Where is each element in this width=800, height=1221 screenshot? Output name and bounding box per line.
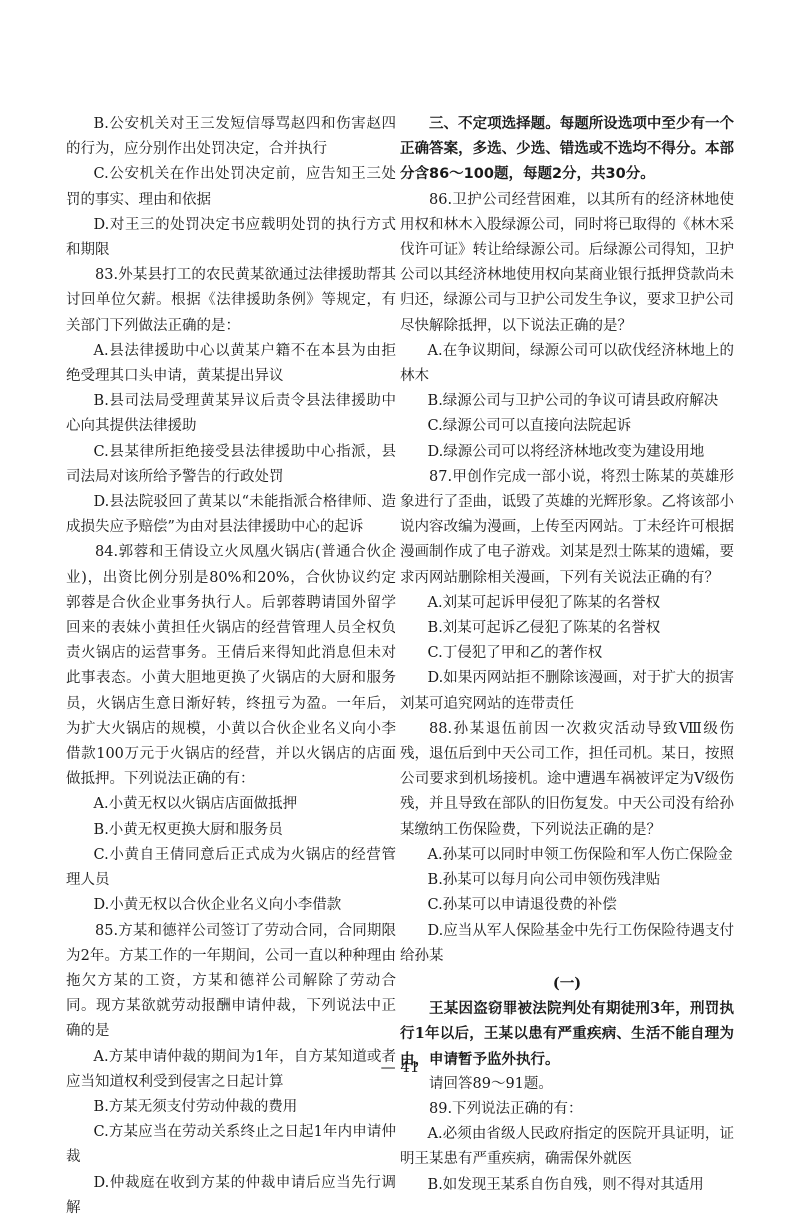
answer-option: D.应当从军人保险基金中先行工伤保险待遇支付给孙某 bbox=[400, 922, 734, 964]
answer-option: C.丁侵犯了甲和乙的著作权 bbox=[427, 645, 603, 662]
answer-option: B.县司法局受理黄某异议后责令县法律援助中心向其提供法律援助 bbox=[66, 393, 396, 435]
answer-option: A.必须由省级人民政府指定的医院开具证明，证明王某患有严重疾病，确需保外就医 bbox=[400, 1126, 734, 1168]
answer-option: A.小黄无权以火锅店店面做抵押 bbox=[93, 796, 298, 813]
answer-option: C.绿源公司可以直接向法院起诉 bbox=[427, 418, 632, 435]
answer-option: D.仲裁庭在收到方某的仲裁申请后应当先行调解 bbox=[66, 1174, 396, 1216]
answer-option: A.孙某可以同时申领工伤保险和军人伤亡保险金 bbox=[427, 846, 733, 863]
answer-option: C.孙某可以申请退役费的补偿 bbox=[427, 897, 617, 914]
right-column bbox=[400, 112, 734, 1198]
case-text: 王某因盗窃罪被法院判处有期徒刑3年，刑罚执行1年以后，王某以患有严重疾病、生活不能自理为由，申请暂予监外执行。 bbox=[400, 1000, 734, 1068]
answer-option: B.如发现王某系自伤自残，则不得对其适用 bbox=[427, 1176, 704, 1193]
question-text: 85.方某和德祥公司签订了劳动合同，合同期限为2年。方某工作的一年期间，公司一直以种种理由拖欠方某的工资，方某和德祥公司解除了劳动合同。现方某欲就劳动报酬申请仲裁，下列说法中正确的是 bbox=[66, 922, 396, 1040]
answer-option: C.小黄自王倩同意后正式成为火锅店的经营管理人员 bbox=[66, 846, 396, 889]
answer-option: A.县法律援助中心以黄某户籍不在本县为由拒绝受理其口头申请，黄某提出异议 bbox=[66, 342, 396, 385]
answer-option: D.如果丙网站拒不删除该漫画，对于扩大的损害刘某可追究网站的连带责任 bbox=[400, 670, 734, 712]
question-text: 89.下列说法正确的有： bbox=[429, 1100, 583, 1117]
answer-option: D.小黄无权以合伙企业名义向小李借款 bbox=[93, 897, 342, 914]
question-text: 请回答89～91题。 bbox=[429, 1075, 553, 1092]
case-heading: (一) bbox=[552, 974, 582, 992]
answer-option: A.方某申请仲裁的期间为1年，自方某知道或者应当知道权利受到侵害之日起计算 bbox=[66, 1048, 396, 1090]
left-column bbox=[66, 112, 396, 1221]
question-text: 86.卫护公司经营困难，以其所有的经济林地使用权和林木入股绿源公司，同时将已取得的《林木采伐许可证》转让给绿源公司。后绿源公司得知，卫护公司以其经济林地使用权向某商业银行抵押贷款尚未归还，绿源公司与卫护公司发生争议，要求卫护公司尽快解除抵押，以下说法正确的是？ bbox=[400, 191, 734, 334]
answer-option: B.孙某可以每月向公司申领伤残津贴 bbox=[427, 872, 661, 889]
answer-option: B.小黄无权更换大厨和服务员 bbox=[93, 821, 283, 838]
page-number: — 41 bbox=[380, 1058, 420, 1076]
question-text: 84.郭蓉和王倩设立火凤凰火锅店(普通合伙企业)，出资比例分别是80%和20%，合伙协议约定郭蓉是合伙企业事务执行人。后郭蓉聘请国外留学回来的表妹小黄担任火锅店的经营管理人员全权负责火锅店的运营事务。王倩后来得知此消息但未对此事表态。小黄大胆地更换了火锅店的大厨和服务员，火锅店生意日渐好转，终扭亏为盈。一年后，为扩大火锅店的规模，小黄以合伙企业名义向小李借款100万元于火锅店的经营，并以火锅店的店面做抵押。下列说法正确的有： bbox=[66, 544, 396, 788]
question-text: 88.孙某退伍前因一次救灾活动导致Ⅷ级伤残，退伍后到中天公司工作，担任司机。某日，按照公司要求到机场接机。途中遭遇车祸被评定为Ⅴ级伤残，并且导致在部队的旧伤复发。中天公司没有给孙某缴纳工伤保险费，下列说法正确的是？ bbox=[400, 720, 734, 838]
answer-option: A.刘某可起诉甲侵犯了陈某的名誉权 bbox=[427, 594, 661, 611]
answer-option: C.公安机关在作出处罚决定前，应告知王三处罚的事实、理由和依据 bbox=[66, 166, 396, 208]
answer-option: D.县法院驳回了黄某以“未能指派合格律师、造成损失应予赔偿”为由对县法律援助中心的起诉 bbox=[66, 494, 396, 536]
answer-option: B.公安机关对王三发短信辱骂赵四和伤害赵四的行为，应分别作出处罚决定，合并执行 bbox=[66, 116, 396, 158]
section-heading: 三、不定项选择题。每题所设选项中至少有一个正确答案，多选、少选、错选或不选均不得分。本部分含86～100题，每题2分，共30分。 bbox=[400, 116, 734, 183]
answer-option: D.绿源公司可以将经济林地改变为建设用地 bbox=[427, 443, 705, 460]
answer-option: B.绿源公司与卫护公司的争议可请县政府解决 bbox=[427, 393, 719, 410]
answer-option: C.方某应当在劳动关系终止之日起1年内申请仲裁 bbox=[66, 1124, 396, 1166]
answer-option: B.刘某可起诉乙侵犯了陈某的名誉权 bbox=[427, 620, 661, 637]
answer-option: D.对王三的处罚决定书应载明处罚的执行方式和期限 bbox=[66, 216, 396, 259]
question-text: 83.外某县打工的农民黄某欲通过法律援助帮其讨回单位欠薪。根据《法律援助条例》等规定，有关部门下列做法正确的是： bbox=[66, 267, 396, 334]
answer-option: C.县某律所拒绝接受县法律援助中心指派，县司法局对该所给予警告的行政处罚 bbox=[66, 443, 396, 485]
answer-option: B.方某无须支付劳动仲裁的费用 bbox=[93, 1098, 298, 1115]
question-text: 87.甲创作完成一部小说，将烈士陈某的英雄形象进行了歪曲，诋毁了英雄的光辉形象。乙将该部小说内容改编为漫画，上传至丙网站。丁未经许可根据漫画制作成了电子游戏。刘某是烈士陈某的遗孀，要求丙网站删除相关漫画，下列有关说法正确的有？ bbox=[400, 468, 734, 586]
answer-option: A.在争议期间，绿源公司可以砍伐经济林地上的林木 bbox=[400, 342, 734, 385]
